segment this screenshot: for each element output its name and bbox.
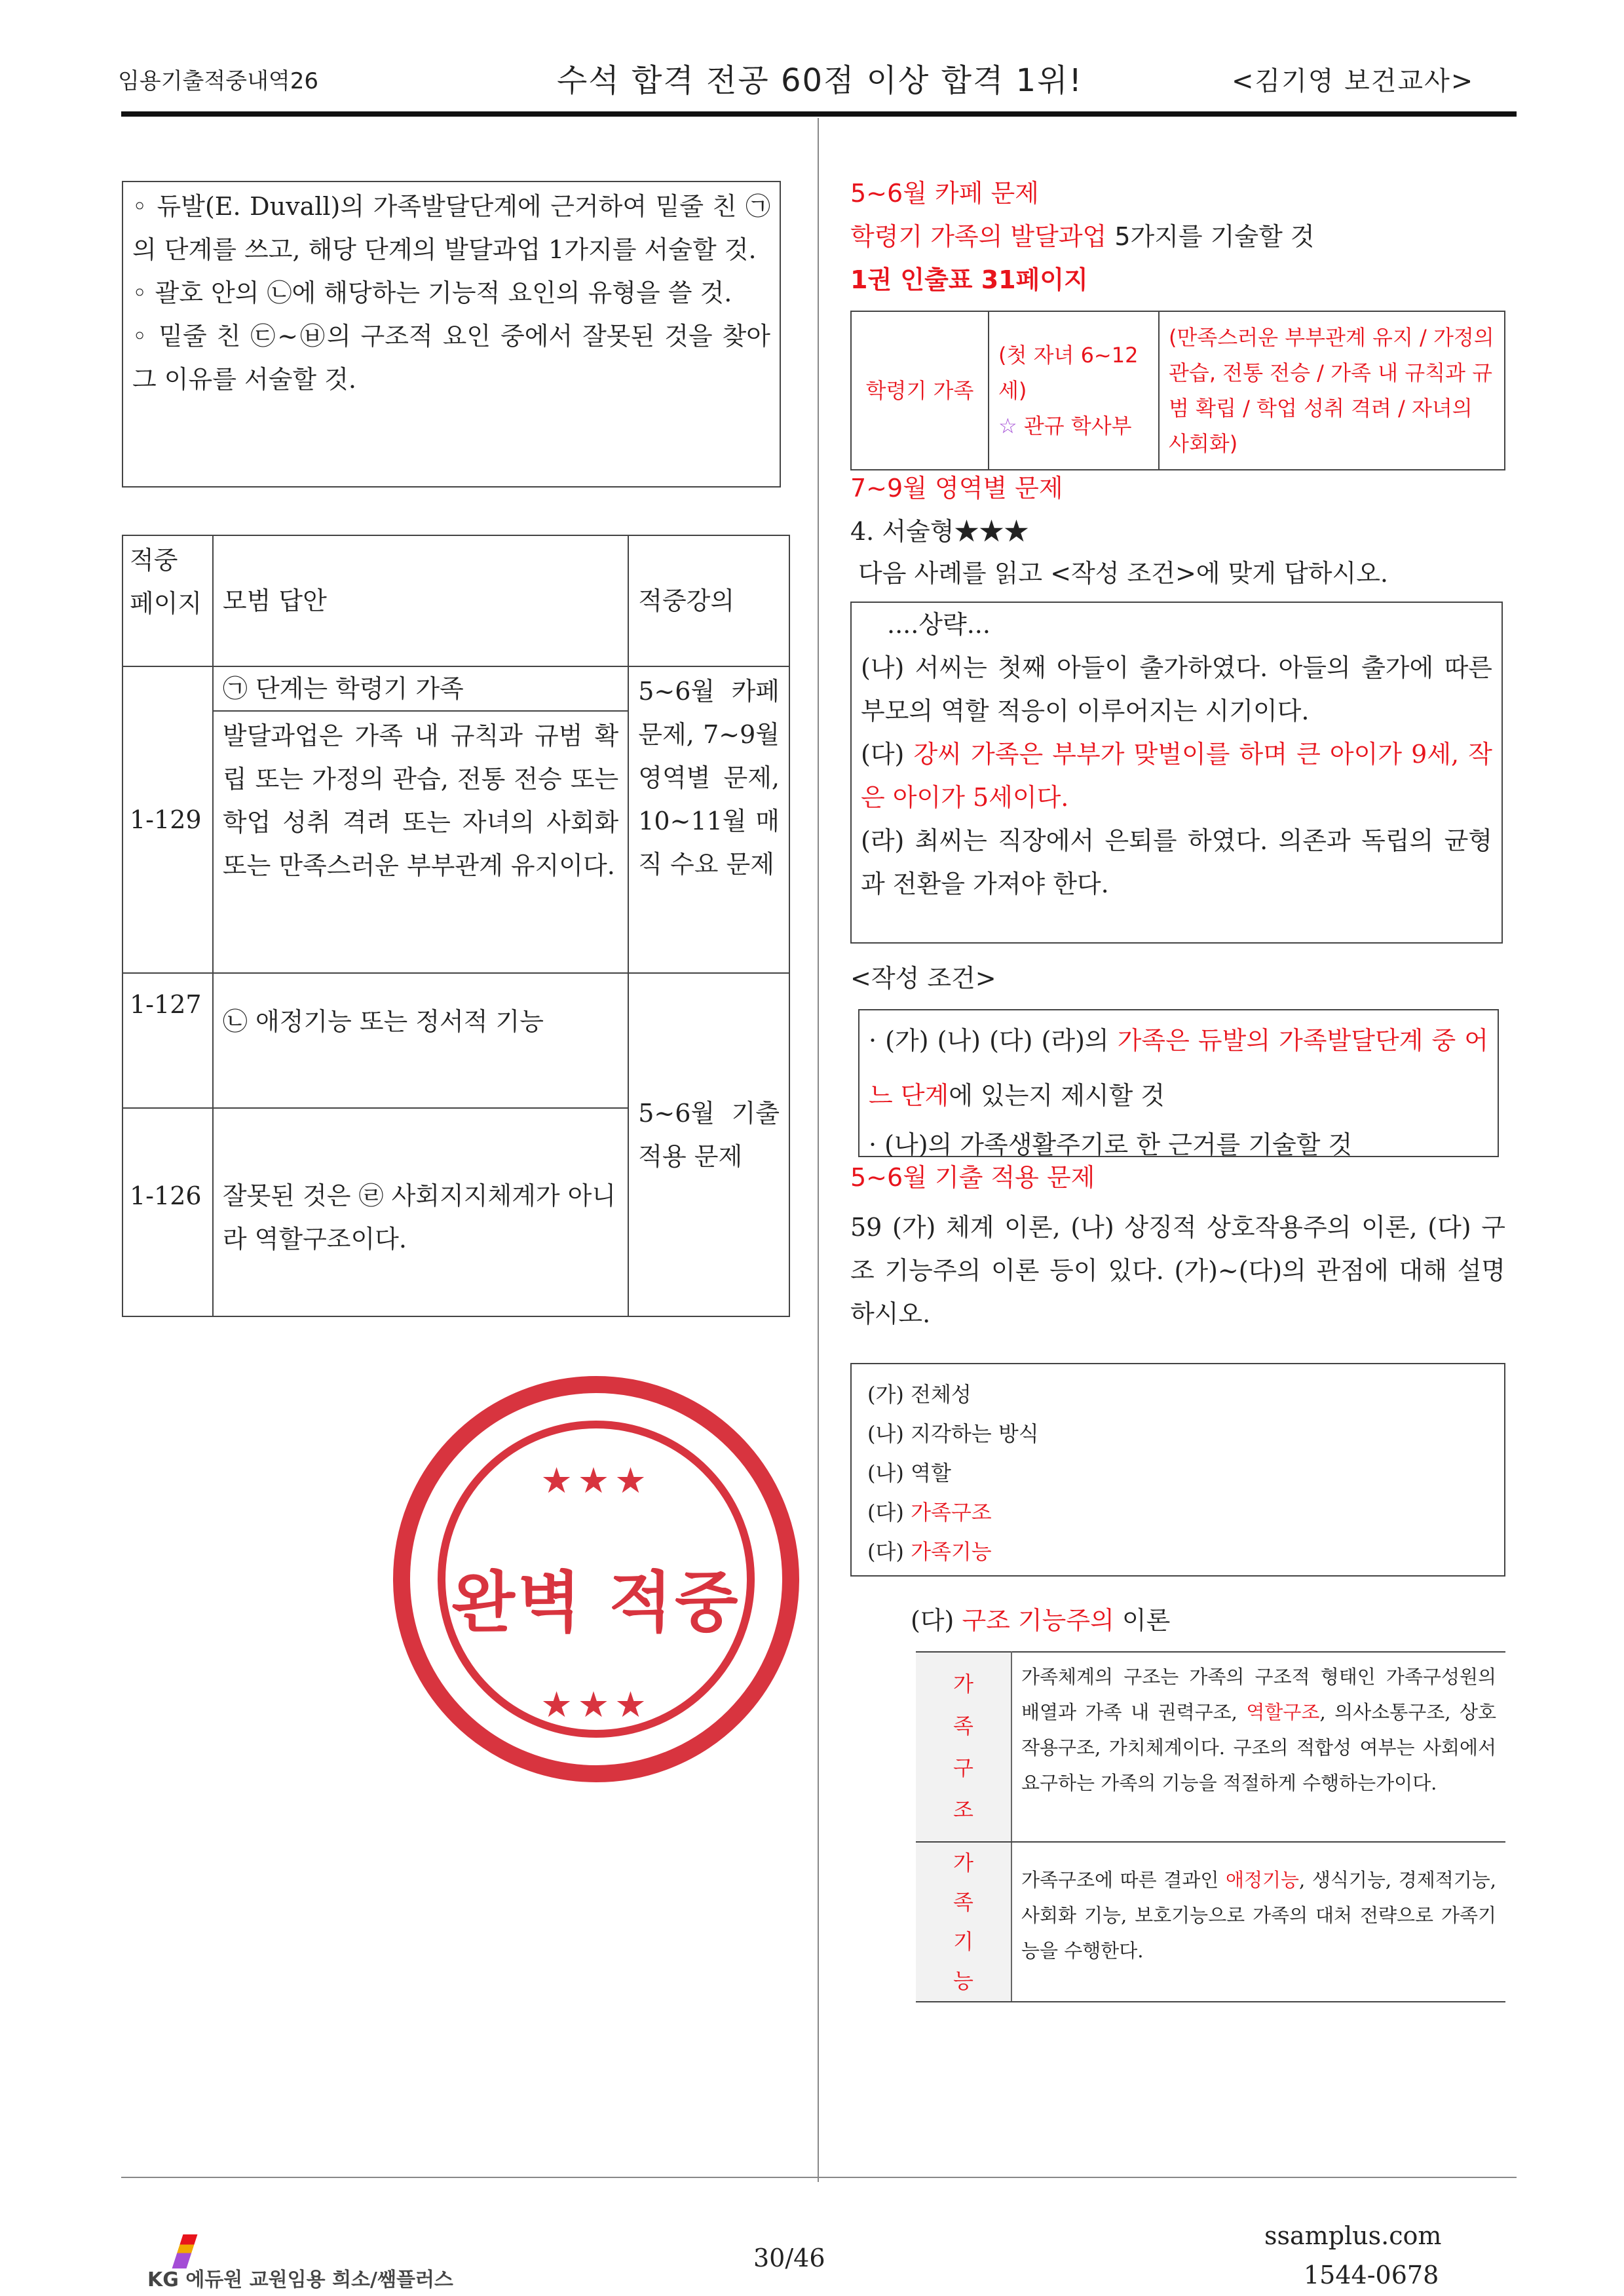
stamp-stars-top: ★★★ bbox=[540, 1460, 652, 1501]
func-label-cell bbox=[916, 1842, 1011, 2002]
page-number: 30/46 bbox=[753, 2244, 825, 2272]
dev-task-cell: (만족스러운 부부관계 유지 / 가정의 관습, 전통 전승 / 가족 내 규칙과 규범 확립 / 학업 성취 격려 / 자녀의 사회화) bbox=[1159, 311, 1505, 470]
section-title-exam: 5~6월 기출 적용 문제 bbox=[850, 1163, 1095, 1192]
row1-page: 1-129 bbox=[123, 666, 213, 973]
case-line: (다) 강씨 가족은 부부가 맞벌이를 하며 큰 아이가 9세, 작은 아이가 5세이다. bbox=[861, 740, 1492, 812]
condition-item: ◦ 괄호 안의 ㉡에 해당하는 기능적 요인의 유형을 쓸 것. bbox=[132, 278, 732, 307]
row3-page: 1-126 bbox=[123, 1108, 213, 1316]
func-text-cell: 가족구조에 따른 결과인 애정기능, 생식기능, 경제적기능, 사회화 기능, 보호기능으로 가족의 대처 전략으로 가족기능을 수행한다. bbox=[1011, 1842, 1505, 2002]
row2-answer: ㉡ 애정기능 또는 정서적 기능 bbox=[213, 973, 628, 1108]
header-right: <김기영 보건교사> bbox=[1232, 66, 1475, 96]
conditions-box bbox=[122, 181, 781, 488]
answer-line: (나) 지각하는 방식 bbox=[867, 1421, 1039, 1446]
footer-logo bbox=[147, 2234, 475, 2291]
func-label: 가족기능 bbox=[953, 1850, 973, 1993]
case-line: ....상략... bbox=[887, 610, 991, 639]
row23-lecture: 5~6월 기출 적용 문제 bbox=[628, 973, 789, 1316]
cafe-question: 학령기 가족의 발달과업 5가지를 기술할 것 bbox=[850, 222, 1315, 251]
dev-stage-cell: 학령기 가족 bbox=[851, 311, 989, 470]
section-title-7-9: 7~9월 영역별 문제 bbox=[850, 474, 1063, 503]
cafe-title: 5~6월 카페 문제 bbox=[850, 179, 1039, 208]
table-header-page: 적중 페이지 bbox=[123, 535, 213, 666]
footer-rule bbox=[121, 2177, 1517, 2178]
case-line: (나) 서씨는 첫째 아들이 출가하였다. 아들의 출가에 따른 부모의 역할 적응이 이루어지는 시기이다. bbox=[861, 653, 1492, 725]
stamp-stars-bottom: ★★★ bbox=[540, 1684, 652, 1725]
header-title: 수석 합격 전공 60점 이상 합격 1위! bbox=[557, 62, 1083, 99]
struct-text-cell: 가족체계의 구조는 가족의 구조적 형태인 가족구성원의 배열과 가족 내 권력구조, 역할구조, 의사소통구조, 상호작용구조, 가치체계이다. 구조의 적합성 여부는 사회에서 요구하는 가족의 기능을 적절하게 수행하는가이다. bbox=[1011, 1652, 1505, 1842]
condition-b: · (나)의 가족생활주기로 한 근거를 기술할 것 bbox=[869, 1130, 1353, 1159]
writing-conditions-box bbox=[858, 1009, 1499, 1157]
answer-box bbox=[850, 1363, 1505, 1577]
row1-answer-b: 발달과업은 가족 내 규칙과 규범 확립 또는 가정의 관습, 전통 전승 또는 학업 성취 격려 또는 자녀의 사회화 또는 만족스러운 부부관계 유지이다. bbox=[213, 711, 628, 973]
theory-title: (다) 구조 기능주의 이론 bbox=[911, 1606, 1171, 1635]
q4-title: 4. 서술형★★★ bbox=[850, 517, 1029, 546]
row2-page: 1-127 bbox=[123, 973, 213, 1108]
cafe-reference: 1권 인출표 31페이지 bbox=[850, 265, 1088, 294]
case-line: (라) 최씨는 직장에서 은퇴를 하였다. 의존과 독립의 균형과 전환을 가져야 한다. bbox=[861, 826, 1492, 898]
stamp-text: 완벽 적중 bbox=[451, 1564, 741, 1641]
dev-age-cell: (첫 자녀 6~12세) ☆ 관규 학사부 bbox=[989, 311, 1159, 470]
answer-line: (다) 가족구조 bbox=[867, 1500, 992, 1525]
condition-item: ◦ 듀발(E. Duvall)의 가족발달단계에 근거하여 밑줄 친 ㉠의 단계를 쓰고, 해당 단계의 발달과업 1가지를 서술할 것. bbox=[132, 192, 770, 264]
footer-phone: 1544-0678 bbox=[1304, 2261, 1439, 2289]
answer-line: (나) 역할 bbox=[867, 1461, 951, 1485]
answer-line: (다) 가족기능 bbox=[867, 1539, 992, 1564]
case-box bbox=[850, 602, 1503, 944]
answer-table bbox=[122, 535, 790, 1317]
star-icon: ☆ bbox=[998, 413, 1017, 438]
row3-answer: 잘못된 것은 ㉣ 사회지지체계가 아니라 역할구조이다. bbox=[213, 1108, 628, 1316]
row1-answer-a: ㉠ 단계는 학령기 가족 bbox=[213, 666, 628, 711]
condition-a: · (가) (나) (다) (라)의 가족은 듀발의 가족발달단계 중 어느 단계에 있는지 제시할 것 bbox=[869, 1026, 1488, 1110]
footer-site: ssamplus.com bbox=[1264, 2221, 1442, 2250]
row1-lecture: 5~6월 카페 문제, 7~9월 영역별 문제, 10~11월 매직 수요 문제 bbox=[628, 666, 789, 973]
condition-item: ◦ 밑줄 친 ㉢~㉥의 구조적 요인 중에서 잘못된 것을 찾아 그 이유를 서술할 것. bbox=[132, 322, 770, 394]
dev-task-box bbox=[850, 311, 1505, 470]
q59-text: 59 (가) 체계 이론, (나) 상징적 상호작용주의 이론, (다) 구조 기능주의 이론 등이 있다. (가)~(다)의 관점에 대해 설명하시오. bbox=[850, 1213, 1505, 1328]
table-header-lecture: 적중강의 bbox=[628, 535, 789, 666]
struct-label-cell bbox=[916, 1652, 1011, 1842]
struct-label: 가족구조 bbox=[953, 1672, 973, 1822]
conditions-title: <작성 조건> bbox=[850, 964, 996, 993]
header-rule bbox=[121, 111, 1517, 117]
answer-line: (가) 전체성 bbox=[867, 1382, 972, 1407]
q4-intro: 다음 사례를 읽고 <작성 조건>에 맞게 답하시오. bbox=[858, 559, 1388, 588]
logo-text: KG 에듀원 교원임용 희소/쌤플러스 bbox=[147, 2268, 453, 2291]
header-left: 임용기출적중내역26 bbox=[118, 68, 319, 94]
table-header-answer: 모범 답안 bbox=[213, 535, 628, 666]
column-divider bbox=[818, 118, 819, 2182]
theory-table bbox=[916, 1651, 1505, 2002]
